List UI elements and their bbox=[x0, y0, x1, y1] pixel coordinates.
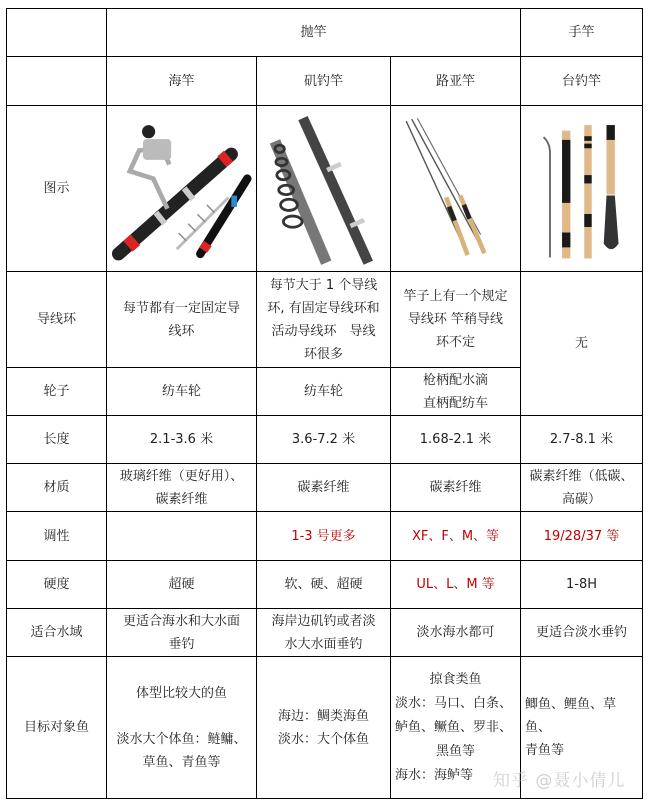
row-label-image: 图示 bbox=[7, 106, 107, 272]
cell-guide-sea: 每节都有一定固定导 线环 bbox=[107, 272, 257, 368]
cell-reel-rock: 纺车轮 bbox=[257, 368, 391, 416]
row-length bbox=[7, 416, 643, 464]
cell-target-rock: 海边：鲷类海鱼 淡水：大个体鱼 bbox=[257, 657, 391, 799]
cell-length-taiwan: 2.7-8.1 米 bbox=[521, 416, 643, 464]
cell-reel-lure: 枪柄配水滴 直柄配纺车 bbox=[391, 368, 521, 416]
col-header-rock-rod: 矶钓竿 bbox=[257, 57, 391, 106]
cell-target-taiwan: 鲫鱼、鲤鱼、草鱼、 青鱼等 bbox=[521, 657, 643, 799]
row-target-fish bbox=[7, 657, 643, 799]
cell-water-sea: 更适合海水和大水面 垂钓 bbox=[107, 609, 257, 657]
cell-target-sea: 体型比较大的鱼 淡水大个体鱼：鲢鳙、 草鱼、青鱼等 bbox=[107, 657, 257, 799]
row-label-reel: 轮子 bbox=[7, 368, 107, 416]
row-label-action: 调性 bbox=[7, 512, 107, 561]
cell-water-lure: 淡水海水都可 bbox=[391, 609, 521, 657]
row-material bbox=[7, 464, 643, 512]
cell-target-lure: 掠食类鱼 淡水：马口、白条、 鲈鱼、鳜鱼、罗非、 黑鱼等 海水：海鲈等 bbox=[391, 657, 521, 799]
row-label-target-fish: 目标对象鱼 bbox=[7, 657, 107, 799]
cell-length-lure: 1.68-2.1 米 bbox=[391, 416, 521, 464]
sea-rod-with-spinning-reel-image bbox=[107, 106, 257, 272]
row-guide-rings bbox=[7, 272, 643, 368]
cell-reel-sea: 纺车轮 bbox=[107, 368, 257, 416]
row-label-hardness: 硬度 bbox=[7, 561, 107, 609]
cell-guide-lure: 竿子上有一个规定 导线环 竿稍导线 环不定 bbox=[391, 272, 521, 368]
col-header-taiwan-rod: 台钓竿 bbox=[521, 57, 643, 106]
cell-hardness-taiwan: 1-8H bbox=[521, 561, 643, 609]
group-header-cast-rod: 抛竿 bbox=[107, 9, 521, 57]
cell-hardness-sea: 超硬 bbox=[107, 561, 257, 609]
sea-rod-icon bbox=[111, 108, 252, 270]
cell-material-rock: 碳素纤维 bbox=[257, 464, 391, 512]
cell-action-sea bbox=[107, 512, 257, 561]
cell-material-sea: 玻璃纤维（更好用）、 碳素纤维 bbox=[107, 464, 257, 512]
corner-cell-2 bbox=[7, 57, 107, 106]
cell-action-lure: XF、F、M、等 bbox=[391, 512, 521, 561]
col-header-lure-rod: 路亚竿 bbox=[391, 57, 521, 106]
cell-guide-reel-taiwan: 无 bbox=[521, 272, 643, 416]
cell-guide-rock: 每节大于 1 个导线 环, 有固定导线环和 活动导线环 导线 环很多 bbox=[257, 272, 391, 368]
group-header-row bbox=[7, 9, 643, 57]
row-water bbox=[7, 609, 643, 657]
cell-water-taiwan: 更适合淡水垂钓 bbox=[521, 609, 643, 657]
lure-rod-icon bbox=[395, 108, 516, 270]
row-label-length: 长度 bbox=[7, 416, 107, 464]
col-header-sea-rod: 海竿 bbox=[107, 57, 257, 106]
cell-material-taiwan: 碳素纤维（低碳、 高碳） bbox=[521, 464, 643, 512]
row-hardness bbox=[7, 561, 643, 609]
telescopic-rock-rod-image bbox=[257, 106, 391, 272]
cell-length-sea: 2.1-3.6 米 bbox=[107, 416, 257, 464]
cell-hardness-rock: 软、硬、超硬 bbox=[257, 561, 391, 609]
cell-action-rock: 1-3 号更多 bbox=[257, 512, 391, 561]
cell-water-rock: 海岸边矶钓或者淡 水大水面垂钓 bbox=[257, 609, 391, 657]
taiwan-pole-icon bbox=[525, 108, 638, 270]
zhihu-watermark: 知乎 @聂小倩儿 bbox=[493, 771, 626, 791]
lure-rod-image bbox=[391, 106, 521, 272]
taiwan-style-pole-image bbox=[521, 106, 643, 272]
row-label-material: 材质 bbox=[7, 464, 107, 512]
rock-rod-icon bbox=[261, 108, 386, 270]
cell-material-lure: 碳素纤维 bbox=[391, 464, 521, 512]
group-header-hand-rod: 手竿 bbox=[521, 9, 643, 57]
row-image bbox=[7, 106, 643, 272]
cell-action-taiwan: 19/28/37 等 bbox=[521, 512, 643, 561]
row-action bbox=[7, 512, 643, 561]
row-label-guide-rings: 导线环 bbox=[7, 272, 107, 368]
row-label-water: 适合水域 bbox=[7, 609, 107, 657]
corner-cell bbox=[7, 9, 107, 57]
cell-hardness-lure: UL、L、M 等 bbox=[391, 561, 521, 609]
sub-header-row bbox=[7, 57, 643, 106]
cell-length-rock: 3.6-7.2 米 bbox=[257, 416, 391, 464]
fishing-rod-comparison-table bbox=[6, 8, 643, 799]
